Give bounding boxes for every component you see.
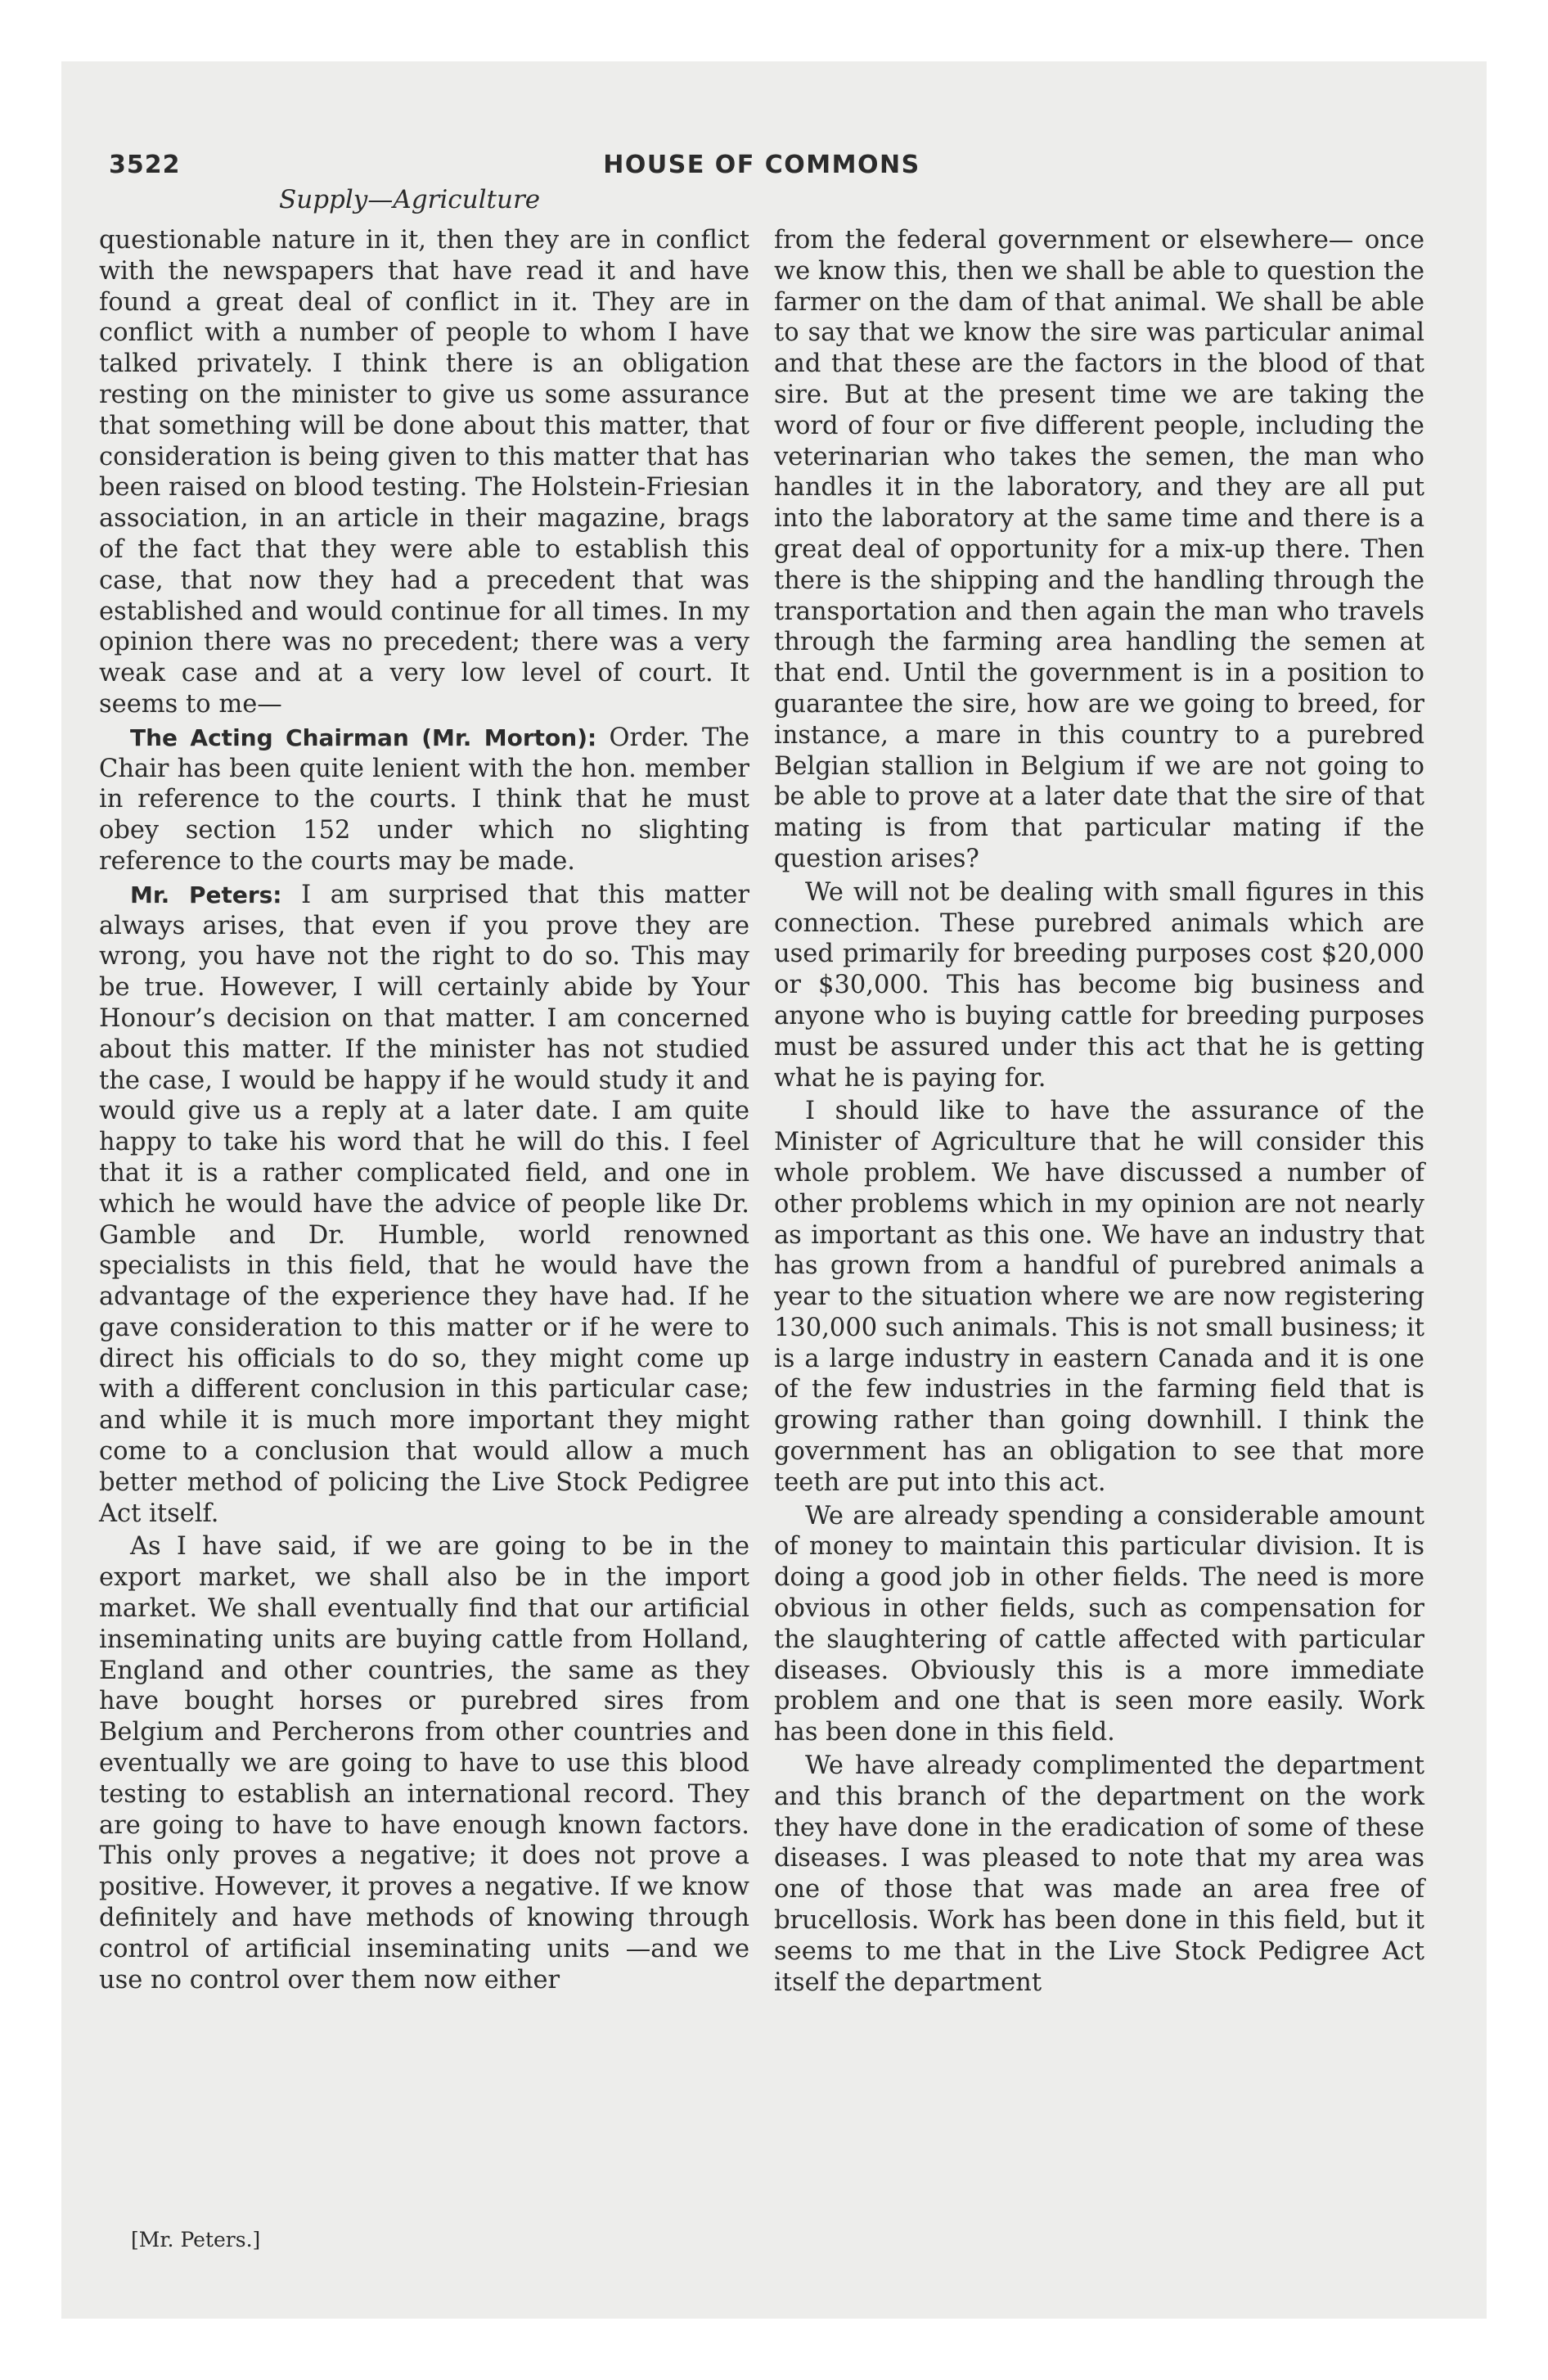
subject-heading: Supply—Agriculture: [279, 185, 541, 214]
speaker-attribution: [Mr. Peters.]: [131, 2228, 261, 2252]
speaker-name: The Acting Chairman (Mr. Morton):: [130, 723, 597, 751]
page-number: 3522: [109, 151, 181, 179]
paragraph: I should like to have the assurance of the Minister of Agriculture that he will consider this whole problem. We have discussed a number of other problems which in my opinion are not nearly as important as this one. We have an industry that has grown from a handful of purebred animals a year to the situation where we are now registering 130,000 such animals. This is not small business; it is a large industry in eastern Canada and it is one of the few industries in the farming field that is growing rather than going downhill. I think the government has an obligation to see that more teeth are put into this act.: [774, 1097, 1424, 1497]
speech-text: Order. The Chair has been quite lenient with the hon. member in reference to the courts. I think that he must obey section 152 under which no slighting reference to the courts may be made.: [99, 723, 749, 876]
paragraph: We are already spending a considerable amount of money to maintain this particular division. It is doing a good job in other fields. The need is more obvious in other fields, such as compensation for the slaughtering of cattle affected with particular diseases. Obviously this is a more immediate problem and one that is seen more easily. Work has been done in this field.: [774, 1501, 1424, 1747]
paragraph: questionable nature in it, then they are in conflict with the newspapers that have read it and have found a great deal of conflict in it. They are in conflict with a number of people to whom I have talked privately. I think there is an obligation resting on the minister to give us some assurance that something will be done about this matter, that consideration is being given to this matter that has been raised on blood testing. The Holstein-Friesian association, in an article in their magazine, brags of the fact that they were able to establish this case, that now they had a precedent that was established and would continue for all times. In my opinion there was no precedent; there was a very weak case and at a very low level of court. It seems to me—: [99, 226, 749, 719]
left-column: [99, 225, 749, 1995]
speaker-name: Mr. Peters:: [130, 881, 282, 908]
paragraph: We have already complimented the department and this branch of the department on the work they have done in the eradication of some of these diseases. I was pleased to note that my area was one of those that was made an area free of brucellosis. Work has been done in this field, but it seems to me that in the Live Stock Pedigree Act itself the department: [774, 1751, 1424, 1997]
page-title: HOUSE OF COMMONS: [603, 151, 920, 179]
paragraph: [99, 880, 749, 1530]
paragraph: [99, 723, 749, 877]
right-column: [774, 225, 1424, 1998]
paragraph: We will not be dealing with small figures in this connection. These purebred animals which are used primarily for breeding purposes cost $20,000 or $30,000. This has become big business and anyone who is buying cattle for breeding purposes must be assured under this act that he is getting what he is paying for.: [774, 877, 1424, 1093]
paragraph: from the federal government or elsewhere— once we know this, then we shall be able to question the farmer on the dam of that animal. We shall be able to say that we know the sire was particular animal and that these are the factors in the blood of that sire. But at the present time we are taking the word of four or five different people, including the veterinarian who takes the semen, the man who handles it in the laboratory, and they are all put into the laboratory at the same time and there is a great deal of opportunity for a mix-up there. Then there is the shipping and the handling through the transportation and then again the man who travels through the farming area handling the semen at that end. Until the government is in a position to guarantee the sire, how are we going to breed, for instance, a mare in this country to a purebred Belgian stallion in Belgium if we are not going to be able to prove at a later date that the sire of that mating is from that particular mating if the question arises?: [774, 226, 1424, 873]
paragraph: As I have said, if we are going to be in the export market, we shall also be in the import market. We shall eventually find that our artificial inseminating units are buying cattle from Holland, England and other countries, the same as they have bought horses or purebred sires from Belgium and Percherons from other countries and eventually we are going to have to use this blood testing to establish an international record. They are going to have to have enough known factors. This only proves a negative; it does not prove a positive. However, it proves a negative. If we know definitely and have methods of knowing through control of artificial inseminating units —and we use no control over them now either: [99, 1532, 749, 1995]
speech-text: I am surprised that this matter always arises, that even if you prove they are wrong, you have not the right to do so. This may be true. However, I will certainly abide by Your Honour’s decision on that matter. I am concerned about this matter. If the minister has not studied the case, I would be happy if he would study it and would give us a reply at a later date. I am quite happy to take his word that he will do this. I feel that it is a rather complicated field, and one in which he would have the advice of people like Dr. Gamble and Dr. Humble, world renowned specialists in this field, that he would have the advantage of the experience they have had. If he gave consideration to this matter or if he were to direct his officials to do so, they might come up with a different conclusion in this particular case; and while it is much more important they might come to a conclusion that would allow a much better method of policing the Live Stock Pedigree Act itself.: [99, 880, 749, 1528]
